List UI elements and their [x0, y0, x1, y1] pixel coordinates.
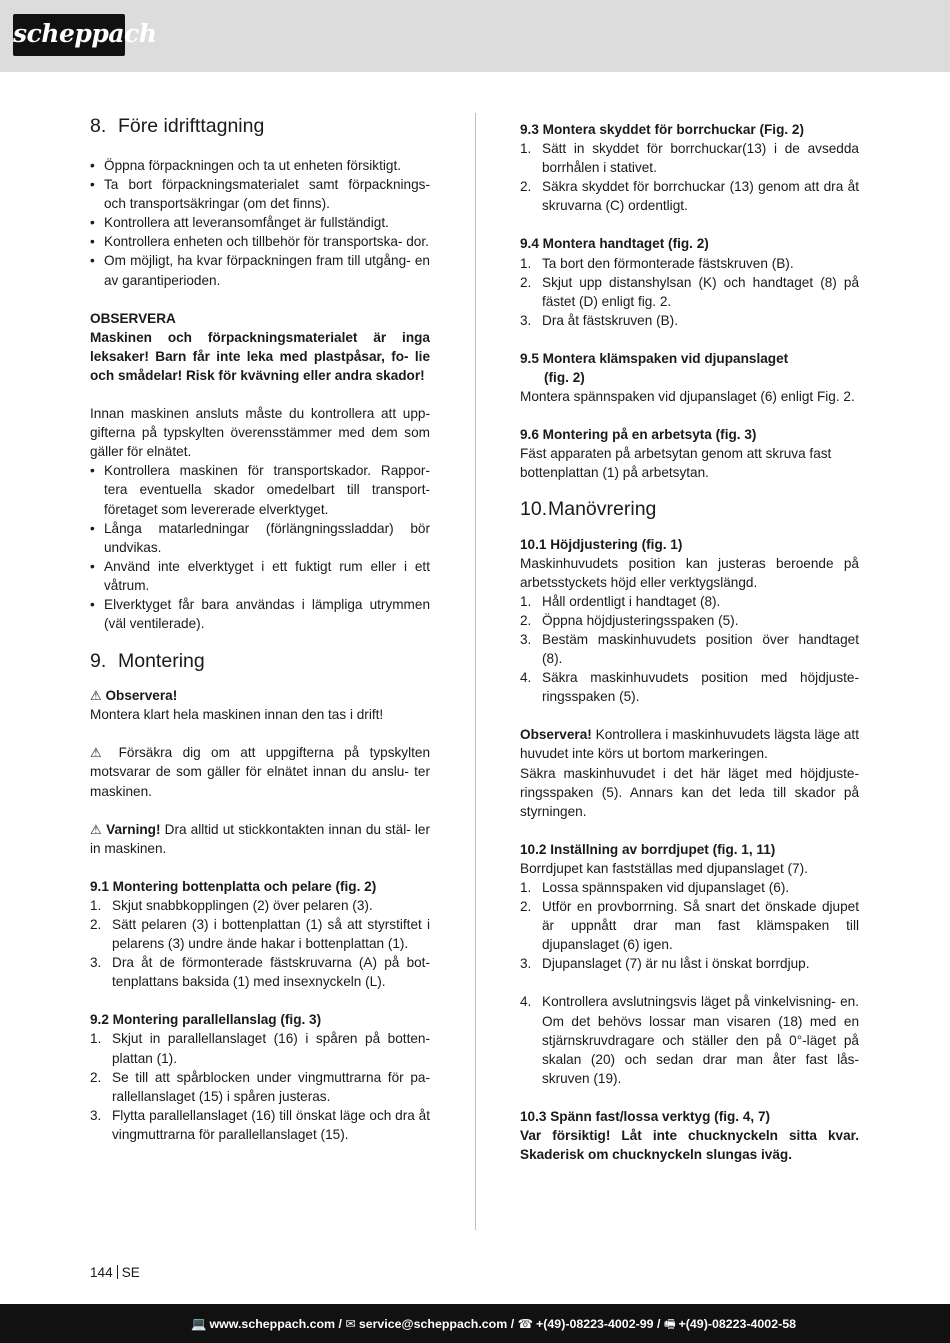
section-9-4-heading: 9.4 Montera handtaget (fig. 2) — [520, 236, 709, 252]
section-10-2-text: Borrdjupet kan fastställas med djupanslaget (7). — [520, 860, 808, 876]
section-9-4-steps — [520, 254, 859, 330]
footer-bar — [0, 1304, 950, 1343]
list-item: 2. Sätt pelaren (3) i bottenplattan (1) så att styrstiftet i pelarens (3) undre ände hakar i bottenplattan (1). — [90, 917, 430, 952]
list-item: 1. Ta bort den förmonterade fästskruven (B). — [520, 255, 794, 271]
list-item: 2. Utför en provborrning. Så snart det önskade djupet är uppnått drar man fast klämspaken till djupanslaget (6) igen. — [520, 899, 859, 953]
list-item: 3. Dra åt fästskruven (B). — [520, 312, 678, 328]
warning-triangle-icon: ⚠ — [90, 688, 102, 704]
section-9-1-steps — [90, 896, 430, 991]
page-separator — [117, 1265, 118, 1279]
list-item: • Kontrollera att leveransomfånget är fullständigt. — [90, 215, 389, 231]
scheppach-logo: scheppach — [13, 14, 125, 56]
page-footer-number — [90, 1265, 140, 1280]
warning-1-text: Montera klart hela maskinen innan den tas i drift! — [90, 707, 384, 723]
header-bar — [0, 0, 950, 72]
list-item: 1. Håll ordentligt i handtaget (8). — [520, 593, 721, 609]
list-item: 2. Säkra skyddet för borrchuckar (13) genom att dra åt skruvarna (C) ordentligt. — [520, 179, 859, 214]
section-10-1-text: Maskinhuvudets position kan justeras beroende på arbetsstyckets höjd eller verktygslängd. — [520, 555, 859, 590]
section-10-heading: 10. Manövrering — [520, 497, 657, 520]
safety-list — [90, 461, 430, 633]
section-9-5-heading: 9.5 Montera klämspaken vid djupanslaget — [520, 350, 789, 366]
section-10-3-text: Var försiktig! Låt inte chucknyckeln sitta kvar. Skaderisk om chucknyckeln slungas iväg. — [520, 1128, 859, 1163]
section-10-2-step-4 — [520, 992, 859, 1087]
fax-icon: 🖷 — [663, 1317, 676, 1331]
intro-paragraph: Innan maskinen ansluts måste du kontrollera att upp- gifterna på typskylten överensstämmer med dem som gäller för elnätet. — [90, 406, 430, 460]
section-9-5-text: Montera spännspaken vid djupanslaget (6) enligt Fig. 2. — [520, 389, 855, 405]
contact-line — [191, 1315, 796, 1336]
section-10-1-heading: 10.1 Höjdjustering (fig. 1) — [520, 536, 683, 552]
section-9-6-heading: 9.6 Montering på en arbetsyta (fig. 3) — [520, 427, 757, 443]
list-item: 3. Djupanslaget (7) är nu låst i önskat borrdjup. — [520, 956, 810, 972]
section-10-2-heading: 10.2 Inställning av borrdjupet (fig. 1, 11) — [520, 841, 776, 857]
list-item: • Långa matarledningar (förlängningssladdar) bör undvikas. — [90, 520, 430, 555]
section-10-1-steps — [520, 592, 859, 707]
phone-icon: ☎ — [517, 1317, 534, 1331]
list-item: 3. Bestäm maskinhuvudets position över handtaget (8). — [520, 631, 859, 667]
observera-note-2: Säkra maskinhuvudet i det här läget med höjdjuste- ringsspaken (5). Annars kan det leda till skador på styrningen. — [520, 765, 859, 819]
left-column — [90, 112, 430, 1144]
list-item: 2. Se till att spårblocken under vingmuttrarna för pa- rallellanslaget (15) i spåren justeras. — [90, 1069, 430, 1104]
observera-text: Maskinen och förpackningsmaterialet är inga leksaker! Barn får inte leka med plastpåsar, fo- lie och smådelar! Risk för kvävning eller andra skador! — [90, 329, 430, 383]
list-item: 2. Öppna höjdjusteringsspaken (5). — [520, 612, 739, 628]
observera-note: Observera! Kontrollera i maskinhuvudets lägsta läge att huvudet inte körs ut bortom markeringen. — [520, 727, 859, 762]
list-item: 4. Säkra maskinhuvudets position med höjdjuste- ringsspaken (5). — [520, 670, 859, 705]
list-item: • Elverktyget får bara användas i lämpliga utrymmen (väl ventilerade). — [90, 596, 430, 632]
list-item: 1. Sätt in skyddet för borrchuckar(13) i de avsedda borrhålen i stativet. — [520, 141, 859, 176]
list-item: 3. Flytta parallellanslaget (16) till önskat läge och dra åt vingmuttrarna för parallellanslaget (15). — [90, 1107, 430, 1142]
phone-number: +(49)-08223-4002-99 / — [536, 1317, 661, 1331]
language-code: SE — [121, 1265, 140, 1280]
list-item: • Använd inte elverktyget i ett fuktigt rum eller i ett våtrum. — [90, 558, 430, 593]
unpacking-list — [90, 156, 430, 290]
list-item: • Öppna förpackningen och ta ut enheten försiktigt. — [90, 158, 401, 173]
fax-number: +(49)-08223-4002-58 — [678, 1317, 796, 1331]
list-item: 2. Skjut upp distanshylsan (K) och handtaget (8) på fästet (D) enligt fig. 2. — [520, 274, 859, 309]
column-divider — [475, 113, 476, 1230]
warning-triangle-icon: ⚠ — [90, 745, 109, 761]
list-item: • Kontrollera maskinen för transportskador. Rappor- tera eventuella skador omedelbart till transport- företaget som levererade elverktyget. — [90, 463, 430, 517]
list-item: 4. Kontrollera avslutningsvis läget på vinkelvisning- en. Om det behövs lossar man visaren (18) med en stjärnskruvdragare och ställer den på 0°-läget på skalan (20) och sedan drar man åter fast lås- skruven (19). — [520, 994, 859, 1086]
list-item: 1. Skjut snabbkopplingen (2) över pelaren (3). — [90, 897, 373, 913]
section-10-2-steps — [520, 878, 859, 973]
list-item: 3. Dra åt de förmonterade fästskruvarna (A) på bot- tenplattans baksida (1) med insexnyckeln (L). — [90, 955, 430, 990]
email-link[interactable]: service@scheppach.com / — [358, 1317, 515, 1331]
list-item: • Om möjligt, ha kvar förpackningen fram till utgång- en av garantiperioden. — [90, 253, 430, 288]
warning-3: ⚠ Varning! Dra alltid ut stickkontakten innan du stäl- ler in maskinen. — [90, 821, 430, 856]
list-item: 1. Skjut in parallellanslaget (16) i spåren på botten- plattan (1). — [90, 1031, 430, 1066]
website-link[interactable]: www.scheppach.com / — [209, 1317, 342, 1331]
mail-icon: ✉ — [345, 1317, 356, 1331]
right-column — [520, 120, 859, 1164]
section-9-2-steps — [90, 1029, 430, 1144]
section-9-5-heading-fig: (fig. 2) — [544, 370, 585, 386]
warning-2: ⚠ Försäkra dig om att uppgifterna på typskylten motsvarar de som gäller för elnätet innan du anslu- ter maskinen. — [90, 745, 431, 799]
section-9-heading: 9. Montering — [90, 650, 205, 673]
section-9-3-steps — [520, 139, 859, 215]
list-item: • Kontrollera enheten och tillbehör för transportska- dor. — [90, 234, 429, 250]
page-number: 144 — [90, 1265, 113, 1280]
section-10-3-heading: 10.3 Spänn fast/lossa verktyg (fig. 4, 7) — [520, 1108, 771, 1124]
section-9-6-text: Fäst apparaten på arbetsytan genom att skruva fast bottenplattan (1) på arbetsytan. — [520, 446, 832, 481]
warning-triangle-icon: ⚠ — [90, 821, 102, 837]
observera-heading: OBSERVERA — [90, 310, 176, 326]
warning-1: ⚠ Observera! — [90, 688, 178, 704]
list-item: • Ta bort förpackningsmaterialet samt förpacknings- och transportsäkringar (om det finns). — [90, 177, 430, 212]
section-8-heading: 8. Före idrifttagning — [90, 115, 265, 137]
section-9-2-heading: 9.2 Montering parallellanslag (fig. 3) — [90, 1012, 322, 1028]
section-9-1-heading: 9.1 Montering bottenplatta och pelare (fig. 2) — [90, 878, 377, 894]
list-item: 1. Lossa spännspaken vid djupanslaget (6). — [520, 880, 790, 895]
computer-icon: 💻 — [191, 1317, 207, 1331]
section-9-3-heading: 9.3 Montera skyddet för borrchuckar (Fig. 2) — [520, 122, 805, 137]
